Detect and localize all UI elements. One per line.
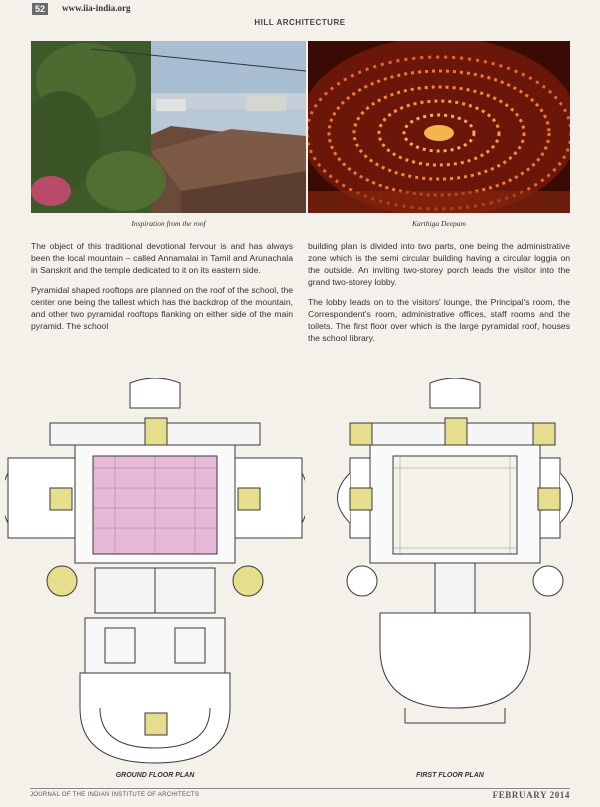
article-column-2 [308,240,570,352]
paragraph: The object of this traditional devotional fervour is and has always been the local mountain – called Annamalai in Tamil and Arunachala in Sanskrit and the temple dedicated to it on its eastern side. [31,241,293,275]
ground-floor-label: GROUND FLOOR PLAN [115,772,195,779]
ground-floor-plan [5,378,305,775]
footer-divider [30,788,570,789]
page-number: 52 [32,3,48,15]
paragraph: building plan is divided into two parts, one being the administrative zone which is the semi circular building having a circular loggia on the outside. An inviting two-storey porch leads the visitor into the grand two-storey lobby. [308,241,570,287]
article-column-1 [31,240,293,340]
first-floor-plan [305,378,595,775]
paragraph: Pyramidal shaped rooftops are planned on the roof of the school, the center one being the tallest which has the backdrop of the mountain, and other two pyramidal rooftops flanking on either side of the main pyramid. The school [31,285,293,331]
issue-date: FEBRUARY 2014 [492,790,570,800]
paragraph: The lobby leads on to the visitors' lounge, the Principal's room, the Correspondent's room, administrative offices, staff rooms and the toilets. The first floor over which is the large pyramidal roof, houses the school library. [308,297,570,343]
caption-left: Inspiration from the roof [131,219,206,228]
first-floor-label: FIRST FLOOR PLAN [416,772,484,779]
site-url: www.iia-india.org [62,3,131,13]
caption-right: Karthiga Deepam [412,219,466,228]
photo-inspiration-roof [31,41,306,213]
journal-name: JOURNAL OF THE INDIAN INSTITUTE OF ARCHITECTS [30,792,200,798]
photo-karthiga-deepam [308,41,570,213]
section-title: HILL ARCHITECTURE [254,18,346,27]
